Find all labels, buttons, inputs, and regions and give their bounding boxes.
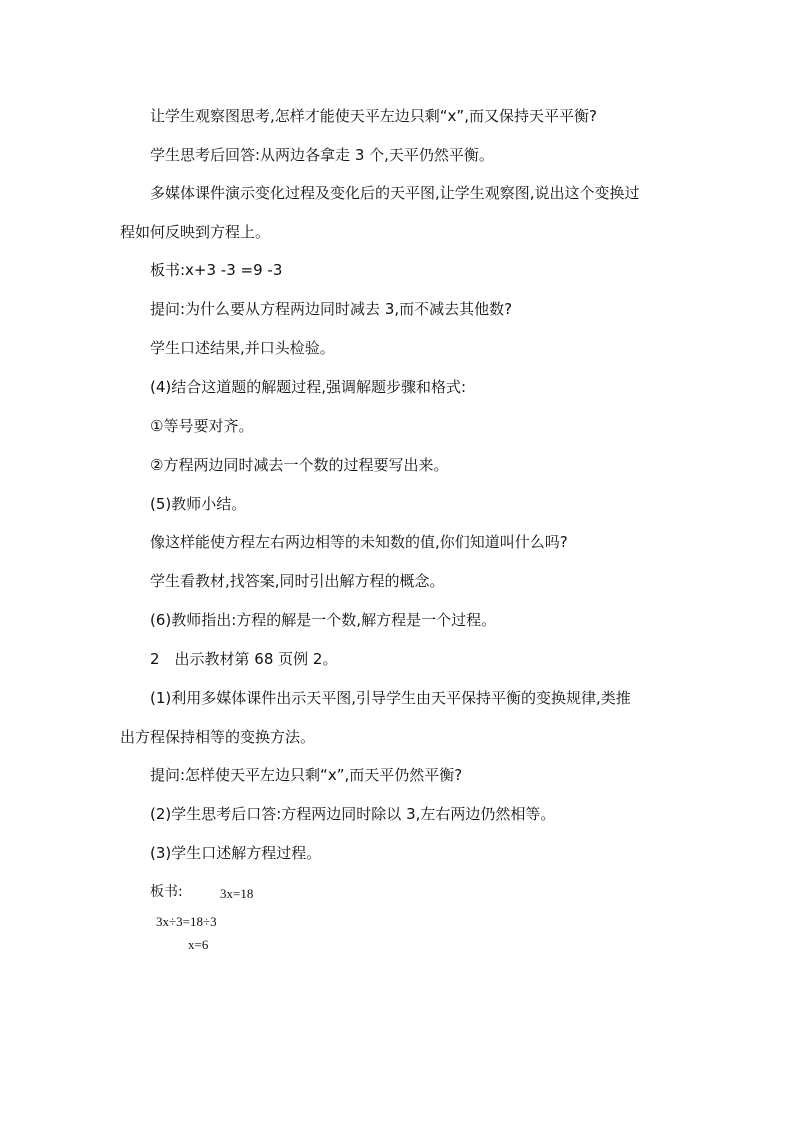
paragraph-line: 程如何反映到方程上。	[120, 223, 271, 241]
paragraph-line: 学生思考后回答:从两边各拿走 3 个,天平仍然平衡。	[150, 146, 494, 164]
paragraph-line: 像这样能使方程左右两边相等的未知数的值,你们知道叫什么吗?	[150, 533, 568, 551]
paragraph-line: 多媒体课件演示变化过程及变化后的天平图,让学生观察图,说出这个变换过	[150, 184, 640, 202]
paragraph-line: (1)利用多媒体课件出示天平图,引导学生由天平保持平衡的变换规律,类推	[150, 689, 631, 707]
section-heading: 2 出示教材第 68 页例 2。	[150, 650, 338, 668]
paragraph-line: 学生口述结果,并口头检验。	[150, 339, 335, 357]
step-heading: (6)教师指出:方程的解是一个数,解方程是一个过程。	[150, 611, 497, 629]
list-item: ①等号要对齐。	[150, 417, 254, 435]
equation-line: x=6	[188, 937, 209, 952]
paragraph-line: 出方程保持相等的变换方法。	[120, 728, 316, 746]
list-item: ②方程两边同时减去一个数的过程要写出来。	[150, 456, 449, 474]
question-line: 提问:怎样使天平左边只剩“x”,而天平仍然平衡?	[150, 766, 463, 784]
paragraph-line: 让学生观察图思考,怎样才能使天平左边只剩“x”,而又保持天平平衡?	[150, 107, 597, 125]
step-heading: (5)教师小结。	[150, 495, 247, 513]
board-label: 板书:	[150, 884, 183, 900]
question-line: 提问:为什么要从方程两边同时减去 3,而不减去其他数?	[150, 300, 513, 318]
step-heading: (4)结合这道题的解题过程,强调解题步骤和格式:	[150, 378, 467, 396]
paragraph-line: (2)学生思考后口答:方程两边同时除以 3,左右两边仍然相等。	[150, 805, 556, 823]
paragraph-line: 学生看教材,找答案,同时引出解方程的概念。	[150, 572, 445, 590]
equation-line: 3x=18	[220, 886, 254, 901]
equation-line: 3x÷3=18÷3	[156, 914, 217, 929]
board-note-line: 板书:x+3 -3 =9 -3	[150, 261, 283, 279]
paragraph-line: (3)学生口述解方程过程。	[150, 844, 322, 862]
